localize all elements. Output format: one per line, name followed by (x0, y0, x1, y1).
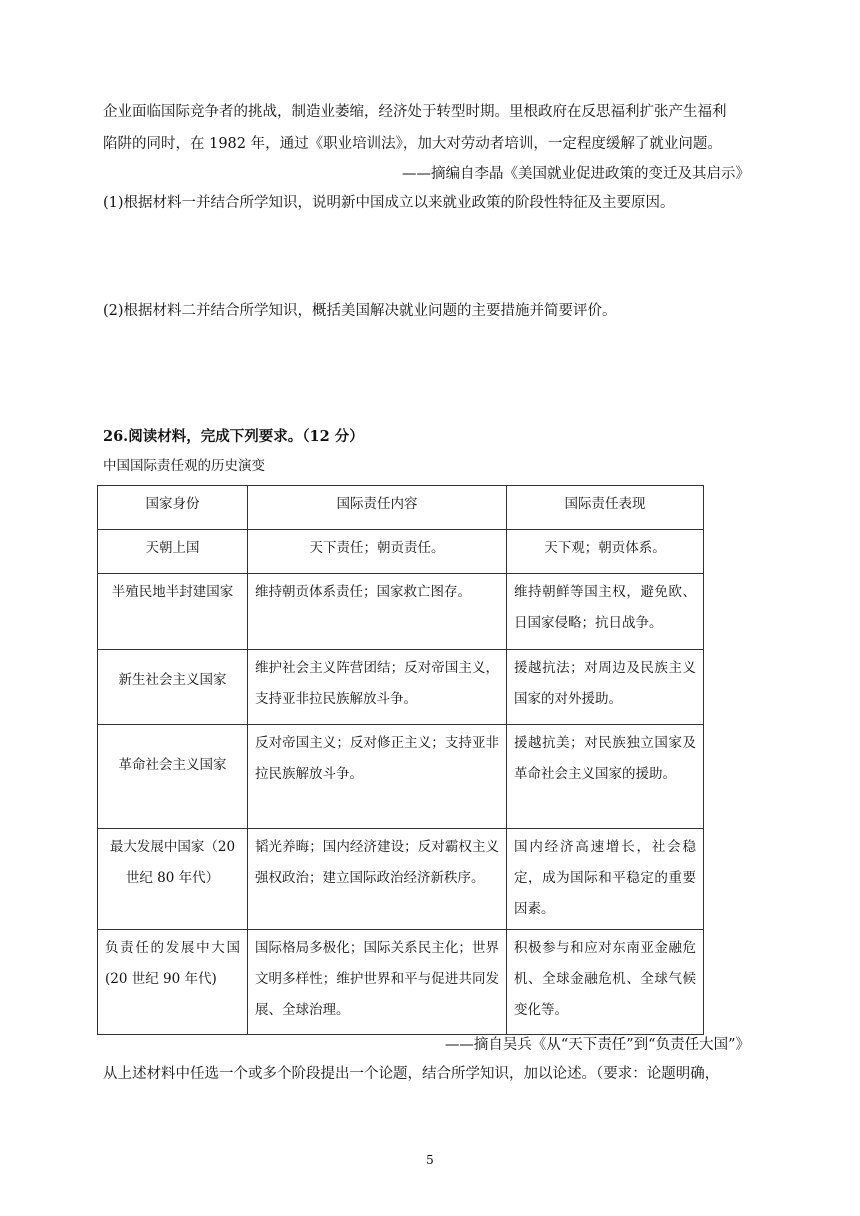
table-row (98, 650, 704, 725)
header-performance: 国际责任表现 (507, 486, 704, 530)
cell-content: 韬光养晦；国内经济建设；反对霸权主义强权政治；建立国际政治经济新秩序。 (248, 829, 507, 930)
cell-identity (98, 725, 248, 829)
table-row (98, 930, 704, 1035)
table-row (98, 574, 704, 650)
question-1: (1)根据材料一并结合所学知识，说明新中国成立以来就业政策的阶段性特征及主要原因。 (103, 195, 675, 211)
cell-performance: 维持朝鲜等国主权，避免欧、日国家侵略；抗日战争。 (507, 574, 704, 650)
table-source: ——摘自吴兵《从“天下责任”到“负责任大国”》 (444, 1037, 750, 1053)
material-text-line-1: 企业面临国际竞争者的挑战，制造业萎缩，经济处于转型时期。里根政府在反思福利扩张产生福利 (103, 104, 727, 120)
table-caption: 中国国际责任观的历史演变 (103, 458, 265, 474)
cell-identity: 最大发展中国家（20 世纪 80 年代） (98, 829, 248, 930)
question-26-task: 从上述材料中任选一个或多个阶段提出一个论题，结合所学知识，加以论述。（要求：论题明确， (103, 1066, 720, 1082)
cell-content: 反对帝国主义；反对修正主义；支持亚非拉民族解放斗争。 (248, 725, 507, 829)
table-row (98, 725, 704, 829)
table-header-row (98, 486, 704, 530)
header-identity: 国家身份 (98, 486, 248, 530)
cell-performance: 国内经济高速增长，社会稳定，成为国际和平稳定的重要因素。 (507, 829, 704, 930)
cell-identity: 天朝上国 (98, 530, 248, 574)
table-row (98, 829, 704, 930)
cell-performance: 援越抗法；对周边及民族主义国家的对外援助。 (507, 650, 704, 725)
cell-identity-text: 新生社会主义国家 (118, 672, 227, 688)
question-26-heading: 26.阅读材料，完成下列要求。（12 分） (103, 428, 364, 445)
table-row (98, 530, 704, 574)
cell-identity (98, 650, 248, 725)
cell-identity-text: 革命社会主义国家 (118, 757, 227, 773)
material-text-line-2: 陷阱的同时，在 1982 年，通过《职业培训法》，加大对劳动者培训，一定程度缓解了就业问题。 (103, 136, 722, 152)
cell-performance: 积极参与和应对东南亚金融危机、全球金融危机、全球气候变化等。 (507, 930, 704, 1035)
cell-identity: 负责任的发展中大国(20 世纪 90 年代) (98, 930, 248, 1035)
cell-content: 维护社会主义阵营团结；反对帝国主义，支持亚非拉民族解放斗争。 (248, 650, 507, 725)
page-number: 5 (426, 1153, 434, 1167)
cell-performance: 天下观；朝贡体系。 (507, 530, 704, 574)
header-content: 国际责任内容 (248, 486, 507, 530)
material-source: ——摘编自李晶《美国就业促进政策的变迁及其启示》 (402, 166, 750, 182)
cell-content: 维持朝贡体系责任；国家救亡图存。 (248, 574, 507, 650)
responsibility-table (97, 485, 704, 1035)
cell-performance: 援越抗美；对民族独立国家及革命社会主义国家的援助。 (507, 725, 704, 829)
cell-identity: 半殖民地半封建国家 (98, 574, 248, 650)
question-2: (2)根据材料二并结合所学知识，概括美国解决就业问题的主要措施并简要评价。 (103, 303, 617, 319)
cell-content: 天下责任；朝贡责任。 (248, 530, 507, 574)
cell-content: 国际格局多极化；国际关系民主化；世界文明多样性；维护世界和平与促进共同发展、全球治理。 (248, 930, 507, 1035)
